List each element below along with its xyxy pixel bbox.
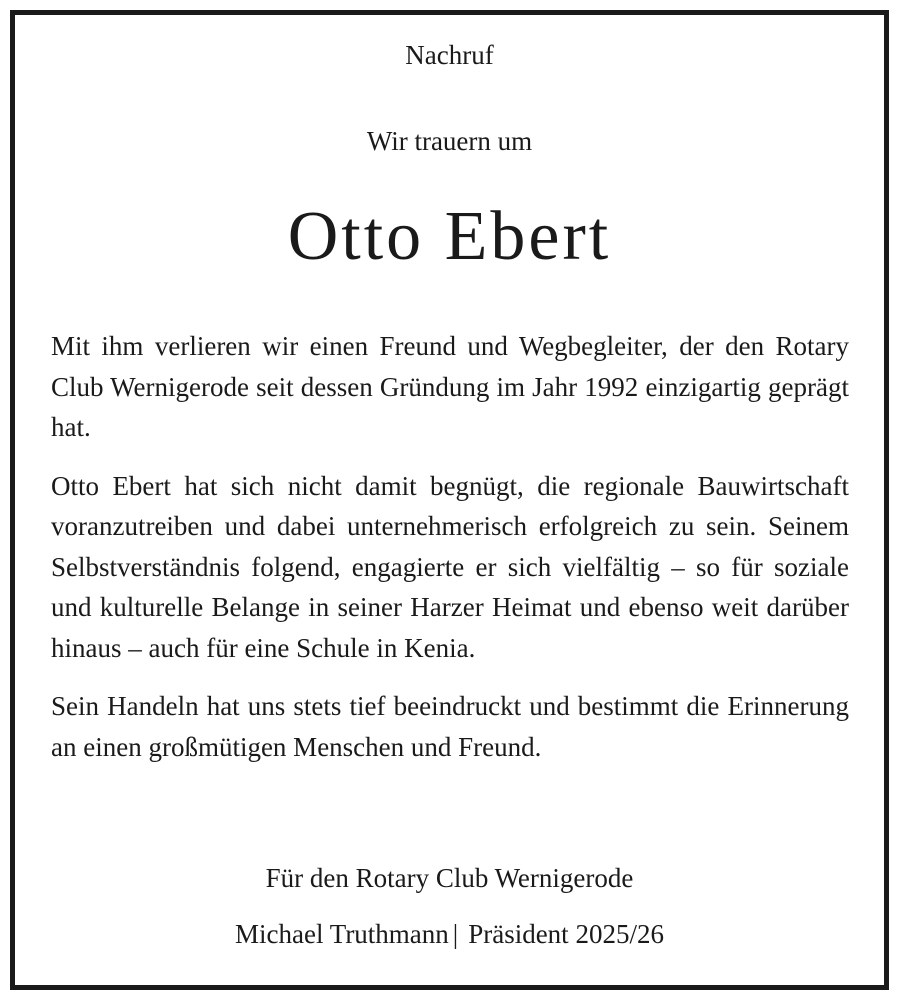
obituary-body [51,326,849,785]
obituary-paragraph: Sein Handeln hat uns stets tief beeindruckt und bestimmt die Erinnerung an einen großmütigen Menschen und Freund. [51,691,849,762]
signature-separator: | [452,919,459,949]
signature-signer [15,918,884,950]
notice-kicker: Nachruf [405,40,494,70]
signature-organization: Für den Rotary Club Wernigerode [265,863,634,893]
notice-intro: Wir trauern um [366,126,533,156]
obituary-frame [10,10,889,990]
obituary-paragraph: Mit ihm verlieren wir einen Freund und Wegbegleiter, der den Rotary Club Wernigerode seit dessen Gründung im Jahr 1992 einzigartig geprägt hat. [51,331,849,442]
obituary-paragraph: Otto Ebert hat sich nicht damit begnügt, die regionale Bauwirtschaft voranzutreiben und dabei unternehmerisch erfolgreich zu sein. Seinem Selbstverständnis folgend, engagierte er sich vielfältig – so für soziale und kulturelle Belange in seiner Harzer Heimat und ebenso weit darüber hinaus – auch für eine Schule in Kenia. [51,470,849,663]
signer-name: Michael Truthmann [235,919,449,949]
signer-role: Präsident 2025/26 [468,919,664,949]
deceased-name: Otto Ebert [287,198,612,275]
